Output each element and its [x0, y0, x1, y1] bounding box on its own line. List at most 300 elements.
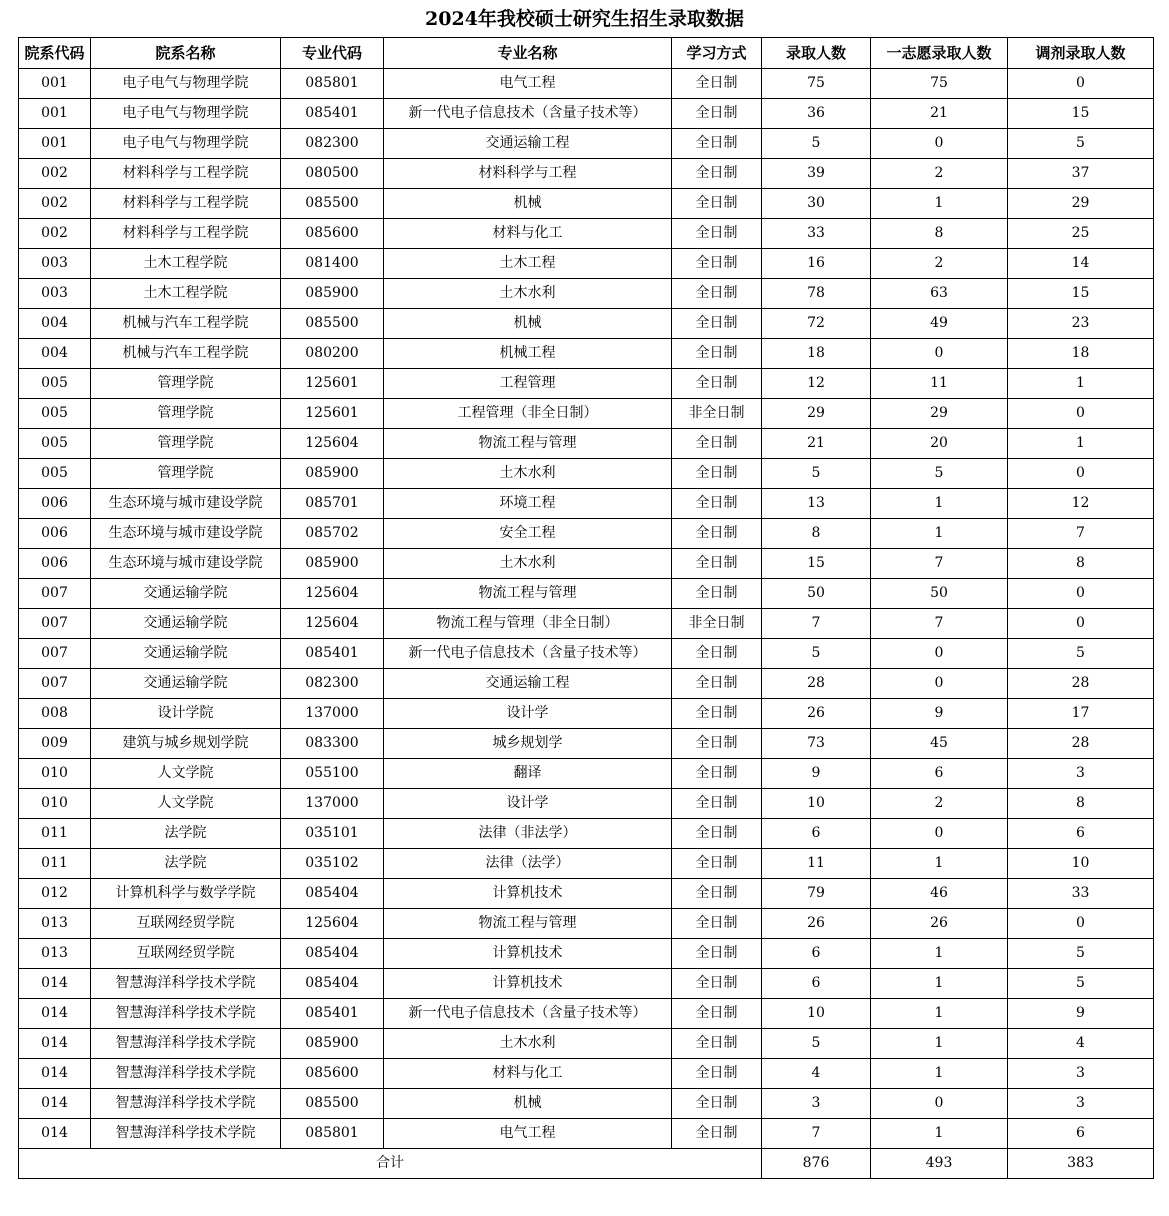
cell-major-name: 机械 [384, 189, 672, 219]
cell-major-name: 新一代电子信息技术（含量子技术等） [384, 99, 672, 129]
cell-study-mode: 全日制 [672, 849, 762, 879]
cell-admitted: 29 [762, 399, 871, 429]
cell-major-name: 土木水利 [384, 549, 672, 579]
cell-dept-name: 交通运输学院 [91, 579, 281, 609]
cell-adjusted: 6 [1008, 819, 1154, 849]
cell-dept-name: 交通运输学院 [91, 669, 281, 699]
table-row [19, 489, 1154, 519]
cell-dept-code: 014 [19, 1029, 91, 1059]
cell-study-mode: 全日制 [672, 999, 762, 1029]
cell-first-choice: 5 [871, 459, 1008, 489]
header-dept-name: 院系名称 [91, 38, 281, 69]
table-row [19, 1119, 1154, 1149]
cell-first-choice: 9 [871, 699, 1008, 729]
cell-major-code: 085401 [281, 99, 384, 129]
cell-study-mode: 全日制 [672, 219, 762, 249]
cell-major-code: 085900 [281, 279, 384, 309]
cell-dept-name: 互联网经贸学院 [91, 939, 281, 969]
admission-table [18, 37, 1154, 1179]
cell-adjusted: 8 [1008, 789, 1154, 819]
table-row [19, 519, 1154, 549]
table-row [19, 219, 1154, 249]
cell-dept-code: 006 [19, 489, 91, 519]
cell-dept-code: 014 [19, 1089, 91, 1119]
cell-adjusted: 3 [1008, 1059, 1154, 1089]
cell-major-code: 085401 [281, 639, 384, 669]
cell-adjusted: 5 [1008, 129, 1154, 159]
cell-dept-name: 交通运输学院 [91, 609, 281, 639]
header-major-code: 专业代码 [281, 38, 384, 69]
header-row [19, 38, 1154, 69]
cell-admitted: 3 [762, 1089, 871, 1119]
cell-study-mode: 全日制 [672, 909, 762, 939]
cell-dept-name: 管理学院 [91, 429, 281, 459]
cell-admitted: 7 [762, 1119, 871, 1149]
cell-admitted: 79 [762, 879, 871, 909]
cell-admitted: 73 [762, 729, 871, 759]
cell-dept-code: 012 [19, 879, 91, 909]
cell-dept-code: 006 [19, 519, 91, 549]
cell-dept-name: 机械与汽车工程学院 [91, 309, 281, 339]
cell-major-name: 土木水利 [384, 459, 672, 489]
cell-first-choice: 20 [871, 429, 1008, 459]
cell-adjusted: 7 [1008, 519, 1154, 549]
header-first-choice: 一志愿录取人数 [871, 38, 1008, 69]
cell-major-name: 交通运输工程 [384, 669, 672, 699]
cell-admitted: 5 [762, 1029, 871, 1059]
cell-adjusted: 0 [1008, 909, 1154, 939]
cell-admitted: 6 [762, 969, 871, 999]
cell-first-choice: 0 [871, 639, 1008, 669]
table-row [19, 279, 1154, 309]
cell-dept-name: 电子电气与物理学院 [91, 69, 281, 99]
cell-adjusted: 28 [1008, 729, 1154, 759]
cell-adjusted: 1 [1008, 369, 1154, 399]
cell-study-mode: 全日制 [672, 939, 762, 969]
header-major-name: 专业名称 [384, 38, 672, 69]
cell-dept-name: 生态环境与城市建设学院 [91, 519, 281, 549]
cell-first-choice: 63 [871, 279, 1008, 309]
cell-dept-name: 土木工程学院 [91, 279, 281, 309]
total-adjusted: 383 [1008, 1149, 1154, 1179]
page-title: 2024年我校硕士研究生招生录取数据 [425, 8, 744, 30]
table-row [19, 879, 1154, 909]
cell-major-code: 085900 [281, 459, 384, 489]
cell-admitted: 28 [762, 669, 871, 699]
cell-major-code: 082300 [281, 129, 384, 159]
table-row [19, 429, 1154, 459]
cell-major-name: 交通运输工程 [384, 129, 672, 159]
cell-first-choice: 1 [871, 1029, 1008, 1059]
cell-major-name: 土木工程 [384, 249, 672, 279]
cell-major-name: 机械 [384, 1089, 672, 1119]
cell-admitted: 18 [762, 339, 871, 369]
cell-admitted: 7 [762, 609, 871, 639]
cell-major-name: 土木水利 [384, 279, 672, 309]
cell-dept-name: 土木工程学院 [91, 249, 281, 279]
cell-admitted: 6 [762, 939, 871, 969]
table-row [19, 909, 1154, 939]
cell-major-code: 125604 [281, 429, 384, 459]
cell-study-mode: 全日制 [672, 69, 762, 99]
cell-adjusted: 5 [1008, 969, 1154, 999]
cell-admitted: 21 [762, 429, 871, 459]
cell-adjusted: 5 [1008, 939, 1154, 969]
cell-adjusted: 8 [1008, 549, 1154, 579]
cell-adjusted: 18 [1008, 339, 1154, 369]
table-row [19, 579, 1154, 609]
cell-major-code: 085500 [281, 1089, 384, 1119]
cell-admitted: 10 [762, 789, 871, 819]
cell-dept-code: 005 [19, 429, 91, 459]
cell-major-name: 翻译 [384, 759, 672, 789]
cell-study-mode: 全日制 [672, 309, 762, 339]
cell-adjusted: 0 [1008, 609, 1154, 639]
cell-dept-name: 智慧海洋科学技术学院 [91, 1119, 281, 1149]
cell-study-mode: 全日制 [672, 519, 762, 549]
table-row [19, 459, 1154, 489]
cell-adjusted: 14 [1008, 249, 1154, 279]
cell-major-code: 035102 [281, 849, 384, 879]
cell-dept-code: 011 [19, 849, 91, 879]
cell-adjusted: 15 [1008, 279, 1154, 309]
cell-dept-name: 材料科学与工程学院 [91, 159, 281, 189]
cell-major-name: 法律（非法学） [384, 819, 672, 849]
cell-admitted: 12 [762, 369, 871, 399]
cell-major-code: 137000 [281, 699, 384, 729]
cell-first-choice: 2 [871, 249, 1008, 279]
cell-major-name: 城乡规划学 [384, 729, 672, 759]
cell-dept-name: 法学院 [91, 849, 281, 879]
cell-study-mode: 全日制 [672, 1059, 762, 1089]
cell-adjusted: 37 [1008, 159, 1154, 189]
cell-major-code: 125604 [281, 579, 384, 609]
cell-major-code: 125604 [281, 609, 384, 639]
cell-dept-code: 010 [19, 759, 91, 789]
cell-major-code: 080500 [281, 159, 384, 189]
cell-adjusted: 3 [1008, 1089, 1154, 1119]
cell-major-code: 035101 [281, 819, 384, 849]
cell-major-name: 物流工程与管理 [384, 579, 672, 609]
cell-dept-code: 002 [19, 219, 91, 249]
cell-study-mode: 全日制 [672, 489, 762, 519]
cell-study-mode: 全日制 [672, 969, 762, 999]
cell-dept-name: 智慧海洋科学技术学院 [91, 1059, 281, 1089]
cell-major-name: 设计学 [384, 699, 672, 729]
cell-major-name: 物流工程与管理 [384, 429, 672, 459]
cell-dept-name: 设计学院 [91, 699, 281, 729]
cell-study-mode: 全日制 [672, 1089, 762, 1119]
cell-first-choice: 1 [871, 1119, 1008, 1149]
cell-dept-code: 004 [19, 309, 91, 339]
cell-dept-code: 004 [19, 339, 91, 369]
cell-first-choice: 0 [871, 1089, 1008, 1119]
cell-study-mode: 全日制 [672, 789, 762, 819]
cell-first-choice: 1 [871, 999, 1008, 1029]
table-row [19, 849, 1154, 879]
cell-study-mode: 全日制 [672, 579, 762, 609]
cell-major-code: 085900 [281, 1029, 384, 1059]
cell-major-code: 081400 [281, 249, 384, 279]
cell-major-name: 计算机技术 [384, 879, 672, 909]
cell-study-mode: 全日制 [672, 279, 762, 309]
cell-major-code: 085801 [281, 69, 384, 99]
cell-adjusted: 10 [1008, 849, 1154, 879]
cell-first-choice: 6 [871, 759, 1008, 789]
cell-study-mode: 全日制 [672, 159, 762, 189]
cell-admitted: 6 [762, 819, 871, 849]
cell-admitted: 33 [762, 219, 871, 249]
cell-adjusted: 5 [1008, 639, 1154, 669]
cell-dept-name: 法学院 [91, 819, 281, 849]
cell-admitted: 4 [762, 1059, 871, 1089]
cell-admitted: 5 [762, 459, 871, 489]
total-label: 合计 [19, 1149, 762, 1179]
table-row [19, 819, 1154, 849]
cell-admitted: 36 [762, 99, 871, 129]
header-admitted: 录取人数 [762, 38, 871, 69]
table-row [19, 759, 1154, 789]
cell-dept-code: 007 [19, 669, 91, 699]
cell-dept-code: 001 [19, 99, 91, 129]
cell-major-code: 085600 [281, 219, 384, 249]
table-row [19, 939, 1154, 969]
cell-study-mode: 非全日制 [672, 399, 762, 429]
cell-major-name: 环境工程 [384, 489, 672, 519]
cell-admitted: 72 [762, 309, 871, 339]
table-row [19, 969, 1154, 999]
cell-adjusted: 1 [1008, 429, 1154, 459]
cell-major-name: 物流工程与管理（非全日制） [384, 609, 672, 639]
cell-major-name: 材料与化工 [384, 219, 672, 249]
cell-admitted: 39 [762, 159, 871, 189]
cell-first-choice: 11 [871, 369, 1008, 399]
cell-study-mode: 全日制 [672, 429, 762, 459]
cell-first-choice: 1 [871, 849, 1008, 879]
table-row [19, 549, 1154, 579]
table-body [19, 69, 1154, 1149]
cell-study-mode: 全日制 [672, 549, 762, 579]
cell-dept-name: 机械与汽车工程学院 [91, 339, 281, 369]
cell-study-mode: 全日制 [672, 699, 762, 729]
cell-first-choice: 1 [871, 489, 1008, 519]
cell-major-code: 085500 [281, 189, 384, 219]
cell-dept-name: 生态环境与城市建设学院 [91, 549, 281, 579]
cell-major-code: 055100 [281, 759, 384, 789]
cell-first-choice: 8 [871, 219, 1008, 249]
cell-dept-code: 014 [19, 969, 91, 999]
cell-first-choice: 1 [871, 189, 1008, 219]
cell-dept-code: 001 [19, 129, 91, 159]
cell-major-code: 085701 [281, 489, 384, 519]
cell-adjusted: 29 [1008, 189, 1154, 219]
cell-dept-name: 互联网经贸学院 [91, 909, 281, 939]
cell-adjusted: 25 [1008, 219, 1154, 249]
table-row [19, 1059, 1154, 1089]
header-study-mode: 学习方式 [672, 38, 762, 69]
cell-dept-name: 人文学院 [91, 789, 281, 819]
cell-major-code: 085900 [281, 549, 384, 579]
cell-major-code: 082300 [281, 669, 384, 699]
table-row [19, 99, 1154, 129]
total-row [19, 1149, 1154, 1179]
table-row [19, 609, 1154, 639]
table-row [19, 639, 1154, 669]
table-row [19, 129, 1154, 159]
cell-major-code: 083300 [281, 729, 384, 759]
cell-dept-name: 管理学院 [91, 369, 281, 399]
cell-admitted: 50 [762, 579, 871, 609]
table-row [19, 339, 1154, 369]
cell-first-choice: 0 [871, 669, 1008, 699]
cell-study-mode: 全日制 [672, 639, 762, 669]
cell-admitted: 5 [762, 129, 871, 159]
cell-study-mode: 全日制 [672, 669, 762, 699]
cell-major-code: 080200 [281, 339, 384, 369]
cell-dept-code: 003 [19, 249, 91, 279]
cell-dept-name: 交通运输学院 [91, 639, 281, 669]
cell-dept-name: 智慧海洋科学技术学院 [91, 999, 281, 1029]
cell-admitted: 26 [762, 699, 871, 729]
cell-first-choice: 2 [871, 159, 1008, 189]
cell-dept-code: 013 [19, 939, 91, 969]
cell-dept-code: 003 [19, 279, 91, 309]
cell-first-choice: 1 [871, 969, 1008, 999]
cell-study-mode: 全日制 [672, 819, 762, 849]
cell-study-mode: 全日制 [672, 879, 762, 909]
cell-dept-code: 007 [19, 639, 91, 669]
cell-major-code: 085600 [281, 1059, 384, 1089]
cell-first-choice: 0 [871, 339, 1008, 369]
cell-admitted: 16 [762, 249, 871, 279]
cell-dept-name: 计算机科学与数学学院 [91, 879, 281, 909]
cell-first-choice: 46 [871, 879, 1008, 909]
cell-admitted: 10 [762, 999, 871, 1029]
cell-dept-name: 管理学院 [91, 399, 281, 429]
cell-first-choice: 1 [871, 519, 1008, 549]
table-row [19, 789, 1154, 819]
cell-first-choice: 7 [871, 549, 1008, 579]
cell-study-mode: 全日制 [672, 129, 762, 159]
cell-major-name: 电气工程 [384, 1119, 672, 1149]
cell-major-name: 新一代电子信息技术（含量子技术等） [384, 999, 672, 1029]
cell-dept-code: 005 [19, 369, 91, 399]
cell-dept-code: 002 [19, 189, 91, 219]
cell-first-choice: 0 [871, 129, 1008, 159]
cell-adjusted: 0 [1008, 459, 1154, 489]
cell-major-name: 土木水利 [384, 1029, 672, 1059]
cell-dept-name: 管理学院 [91, 459, 281, 489]
cell-major-code: 085404 [281, 939, 384, 969]
cell-dept-code: 014 [19, 1059, 91, 1089]
cell-admitted: 13 [762, 489, 871, 519]
cell-major-name: 机械 [384, 309, 672, 339]
cell-adjusted: 4 [1008, 1029, 1154, 1059]
cell-first-choice: 45 [871, 729, 1008, 759]
cell-adjusted: 12 [1008, 489, 1154, 519]
cell-dept-code: 001 [19, 69, 91, 99]
cell-first-choice: 21 [871, 99, 1008, 129]
cell-study-mode: 全日制 [672, 759, 762, 789]
cell-admitted: 15 [762, 549, 871, 579]
cell-major-code: 085404 [281, 879, 384, 909]
cell-adjusted: 0 [1008, 69, 1154, 99]
cell-major-name: 工程管理（非全日制） [384, 399, 672, 429]
cell-first-choice: 1 [871, 1059, 1008, 1089]
table-row [19, 249, 1154, 279]
total-admitted: 876 [762, 1149, 871, 1179]
cell-admitted: 5 [762, 639, 871, 669]
cell-major-name: 工程管理 [384, 369, 672, 399]
cell-major-name: 计算机技术 [384, 939, 672, 969]
cell-dept-name: 智慧海洋科学技术学院 [91, 969, 281, 999]
cell-dept-code: 013 [19, 909, 91, 939]
cell-dept-code: 006 [19, 549, 91, 579]
total-first-choice: 493 [871, 1149, 1008, 1179]
header-adjusted: 调剂录取人数 [1008, 38, 1154, 69]
cell-admitted: 9 [762, 759, 871, 789]
cell-major-code: 085404 [281, 969, 384, 999]
cell-dept-code: 007 [19, 579, 91, 609]
cell-admitted: 11 [762, 849, 871, 879]
cell-dept-name: 智慧海洋科学技术学院 [91, 1089, 281, 1119]
cell-dept-name: 电子电气与物理学院 [91, 99, 281, 129]
cell-major-code: 085702 [281, 519, 384, 549]
cell-adjusted: 0 [1008, 579, 1154, 609]
cell-study-mode: 全日制 [672, 1119, 762, 1149]
cell-first-choice: 1 [871, 939, 1008, 969]
cell-major-name: 新一代电子信息技术（含量子技术等） [384, 639, 672, 669]
cell-major-name: 材料科学与工程 [384, 159, 672, 189]
cell-study-mode: 全日制 [672, 729, 762, 759]
cell-adjusted: 28 [1008, 669, 1154, 699]
cell-dept-name: 生态环境与城市建设学院 [91, 489, 281, 519]
cell-dept-code: 014 [19, 999, 91, 1029]
cell-major-code: 137000 [281, 789, 384, 819]
cell-dept-code: 005 [19, 459, 91, 489]
cell-dept-code: 014 [19, 1119, 91, 1149]
cell-major-name: 机械工程 [384, 339, 672, 369]
cell-adjusted: 33 [1008, 879, 1154, 909]
cell-dept-name: 电子电气与物理学院 [91, 129, 281, 159]
cell-major-code: 085801 [281, 1119, 384, 1149]
cell-major-code: 125604 [281, 909, 384, 939]
table-row [19, 1089, 1154, 1119]
cell-first-choice: 75 [871, 69, 1008, 99]
cell-first-choice: 26 [871, 909, 1008, 939]
cell-dept-name: 智慧海洋科学技术学院 [91, 1029, 281, 1059]
cell-dept-name: 建筑与城乡规划学院 [91, 729, 281, 759]
cell-major-code: 085500 [281, 309, 384, 339]
cell-admitted: 26 [762, 909, 871, 939]
cell-admitted: 8 [762, 519, 871, 549]
cell-adjusted: 23 [1008, 309, 1154, 339]
cell-first-choice: 0 [871, 819, 1008, 849]
cell-adjusted: 17 [1008, 699, 1154, 729]
cell-adjusted: 0 [1008, 399, 1154, 429]
cell-dept-code: 007 [19, 609, 91, 639]
cell-dept-name: 材料科学与工程学院 [91, 219, 281, 249]
cell-adjusted: 15 [1008, 99, 1154, 129]
cell-admitted: 75 [762, 69, 871, 99]
cell-major-name: 计算机技术 [384, 969, 672, 999]
cell-admitted: 78 [762, 279, 871, 309]
cell-major-code: 085401 [281, 999, 384, 1029]
cell-major-code: 125601 [281, 369, 384, 399]
cell-study-mode: 全日制 [672, 369, 762, 399]
cell-major-name: 电气工程 [384, 69, 672, 99]
cell-first-choice: 49 [871, 309, 1008, 339]
